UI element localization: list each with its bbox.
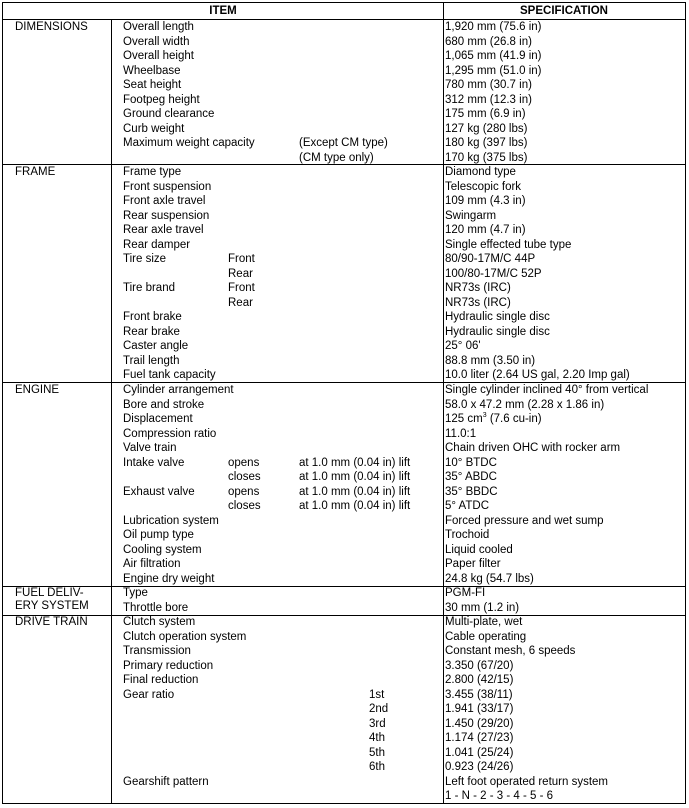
- gear-label: 3rd: [369, 717, 386, 730]
- item-sublabel: opens: [228, 456, 260, 469]
- specification-header: SPECIFICATION: [443, 3, 685, 20]
- item-label: Cooling system: [123, 543, 202, 556]
- spec-value: Single cylinder inclined 40° from vertical: [445, 384, 649, 396]
- item-label: Tire brand: [123, 282, 175, 294]
- spec-value: Forced pressure and wet sump: [445, 514, 604, 527]
- item-label: Seat height: [123, 79, 182, 91]
- item-label: Engine dry weight: [123, 572, 215, 585]
- spec-value: Telescopic fork: [445, 180, 522, 193]
- spec-value: Swingarm: [445, 209, 497, 222]
- column-divider-category: [111, 20, 112, 803]
- item-label: Compression ratio: [123, 427, 217, 440]
- item-label: Rear axle travel: [123, 224, 204, 236]
- spec-value: 1 - N - 2 - 3 - 4 - 5 - 6: [445, 790, 553, 802]
- spec-value: 109 mm (4.3 in): [445, 195, 526, 207]
- spec-value: Hydraulic single disc: [445, 311, 550, 323]
- item-label: Oil pump type: [123, 529, 194, 541]
- spec-value: 780 mm (30.7 in): [445, 79, 532, 91]
- spec-value: NR73s (IRC): [445, 296, 511, 309]
- item-label: Footpeg height: [123, 93, 200, 106]
- spec-value: Hydraulic single disc: [445, 325, 550, 338]
- item-condition: at 1.0 mm (0.04 in) lift: [299, 500, 411, 512]
- item-sublabel: opens: [228, 485, 260, 498]
- item-label: Caster angle: [123, 340, 189, 352]
- gear-label: 5th: [369, 746, 385, 759]
- spec-value: 680 mm (26.8 in): [445, 35, 532, 48]
- item-header: ITEM: [3, 3, 444, 20]
- spec-value: Trochoid: [445, 529, 490, 541]
- spec-table: [2, 2, 686, 804]
- spec-value: 5° ATDC: [445, 500, 490, 512]
- spec-value: 1,065 mm (41.9 in): [445, 50, 542, 62]
- spec-value: Liquid cooled: [445, 543, 513, 556]
- item-label: Intake valve: [123, 456, 185, 469]
- item-label: Front brake: [123, 311, 182, 323]
- item-label: Overall width: [123, 35, 190, 48]
- item-sublabel: closes: [228, 500, 261, 512]
- item-label: Rear damper: [123, 238, 191, 251]
- item-label: Type: [123, 587, 148, 599]
- item-sublabel: (Except CM type): [299, 137, 388, 149]
- item-condition: at 1.0 mm (0.04 in) lift: [299, 485, 411, 498]
- item-label: Tire size: [123, 253, 167, 265]
- item-sublabel: (CM type only): [299, 151, 374, 164]
- spec-value: 24.8 kg (54.7 lbs): [445, 572, 534, 585]
- spec-value: 0.923 (24/26): [445, 761, 514, 773]
- gear-label: 2nd: [369, 703, 389, 715]
- item-label: Displacement: [123, 413, 193, 425]
- section-divider-fuel: [3, 586, 685, 587]
- spec-value: 1,920 mm (75.6 in): [445, 21, 542, 33]
- gear-label: 1st: [369, 688, 385, 701]
- item-label: Overall length: [123, 21, 194, 33]
- item-label: Maximum weight capacity: [123, 137, 255, 149]
- item-label: Front axle travel: [123, 195, 206, 207]
- section-divider-drive: [3, 615, 685, 616]
- spec-value: Multi-plate, wet: [445, 616, 523, 628]
- spec-value: Single effected tube type: [445, 238, 572, 251]
- column-divider-spec: [443, 20, 444, 803]
- spec-value: 88.8 mm (3.50 in): [445, 354, 536, 367]
- spec-value: 1.041 (25/24): [445, 746, 514, 759]
- gear-label: 4th: [369, 732, 385, 744]
- item-label: Front suspension: [123, 180, 212, 193]
- spec-value: 58.0 x 47.2 mm (2.28 x 1.86 in): [445, 398, 605, 411]
- item-sublabel: closes: [228, 471, 261, 483]
- item-sublabel: Rear: [228, 267, 253, 280]
- category-fuel-line1: FUEL DELIV-: [15, 587, 84, 599]
- spec-value: 35° BBDC: [445, 485, 498, 498]
- item-condition: at 1.0 mm (0.04 in) lift: [299, 456, 411, 469]
- spec-value: 10° BTDC: [445, 456, 497, 469]
- spec-value: PGM-FI: [445, 587, 486, 599]
- spec-value: 100/80-17M/C 52P: [445, 267, 542, 280]
- item-label: Lubrication system: [123, 514, 219, 527]
- item-label: Clutch operation system: [123, 630, 247, 643]
- spec-value: 175 mm (6.9 in): [445, 108, 526, 120]
- spec-value: 180 kg (397 lbs): [445, 137, 528, 149]
- spec-value: 127 kg (280 lbs): [445, 122, 528, 135]
- item-label: Gearshift pattern: [123, 775, 209, 788]
- item-label: Exhaust valve: [123, 485, 195, 498]
- spec-value: 1,295 mm (51.0 in): [445, 64, 542, 77]
- spec-value: Chain driven OHC with rocker arm: [445, 442, 621, 454]
- spec-value: 3.455 (38/11): [445, 688, 513, 701]
- item-label: Trail length: [123, 354, 180, 367]
- spec-value-displacement: 125 $cm^3$ (7.6 cu-in): [445, 412, 542, 425]
- item-label: Frame type: [123, 166, 182, 178]
- gear-label: 6th: [369, 761, 385, 773]
- spec-value: Cable operating: [445, 630, 527, 643]
- spec-value: Paper filter: [445, 558, 501, 570]
- spec-value: 170 kg (375 lbs): [445, 151, 528, 164]
- spec-value: 312 mm (12.3 in): [445, 93, 532, 106]
- item-label: Rear suspension: [123, 209, 210, 222]
- spec-value: Diamond type: [445, 166, 516, 178]
- item-label: Valve train: [123, 442, 177, 454]
- spec-value: 35° ABDC: [445, 471, 497, 483]
- category-drive-train: DRIVE TRAIN: [15, 616, 88, 628]
- item-sublabel: Rear: [228, 296, 253, 309]
- spec-value: 1.941 (33/17): [445, 703, 514, 715]
- item-label: Air filtration: [123, 558, 181, 570]
- spec-value: Constant mesh, 6 speeds: [445, 645, 576, 657]
- spec-value: 80/90-17M/C 44P: [445, 253, 536, 265]
- spec-value: Left foot operated return system: [445, 775, 609, 788]
- item-label: Ground clearance: [123, 108, 215, 120]
- spec-value: 11.0:1: [445, 427, 477, 440]
- spec-value: 3.350 (67/20): [445, 659, 514, 672]
- item-label: Fuel tank capacity: [123, 369, 216, 381]
- category-fuel-line2: ERY SYSTEM: [15, 600, 89, 612]
- spec-value: 2.800 (42/15): [445, 674, 514, 686]
- item-condition: at 1.0 mm (0.04 in) lift: [299, 471, 411, 483]
- item-sublabel: Front: [228, 282, 255, 294]
- category-engine: ENGINE: [15, 384, 60, 396]
- item-label: Overall height: [123, 50, 194, 62]
- item-label: Transmission: [123, 645, 191, 657]
- category-dimensions: DIMENSIONS: [15, 21, 88, 33]
- item-sublabel: Front: [228, 253, 255, 265]
- spec-value: 30 mm (1.2 in): [445, 601, 520, 614]
- item-label: Final reduction: [123, 674, 199, 686]
- item-label: Primary reduction: [123, 659, 214, 672]
- spec-value: 120 mm (4.7 in): [445, 224, 526, 236]
- item-label: Wheelbase: [123, 64, 181, 77]
- item-label: Gear ratio: [123, 688, 175, 701]
- spec-value: 1.174 (27/23): [445, 732, 514, 744]
- spec-value: 25° 06': [445, 340, 481, 352]
- item-label: Curb weight: [123, 122, 185, 135]
- item-label: Bore and stroke: [123, 398, 205, 411]
- category-frame: FRAME: [15, 166, 56, 178]
- item-label: Throttle bore: [123, 601, 189, 614]
- spec-value: 1.450 (29/20): [445, 717, 514, 730]
- spec-value: NR73s (IRC): [445, 282, 511, 294]
- item-label: Clutch system: [123, 616, 196, 628]
- spec-value: 10.0 liter (2.64 US gal, 2.20 Imp gal): [445, 369, 630, 381]
- item-label: Cylinder arrangement: [123, 384, 234, 396]
- item-label: Rear brake: [123, 325, 180, 338]
